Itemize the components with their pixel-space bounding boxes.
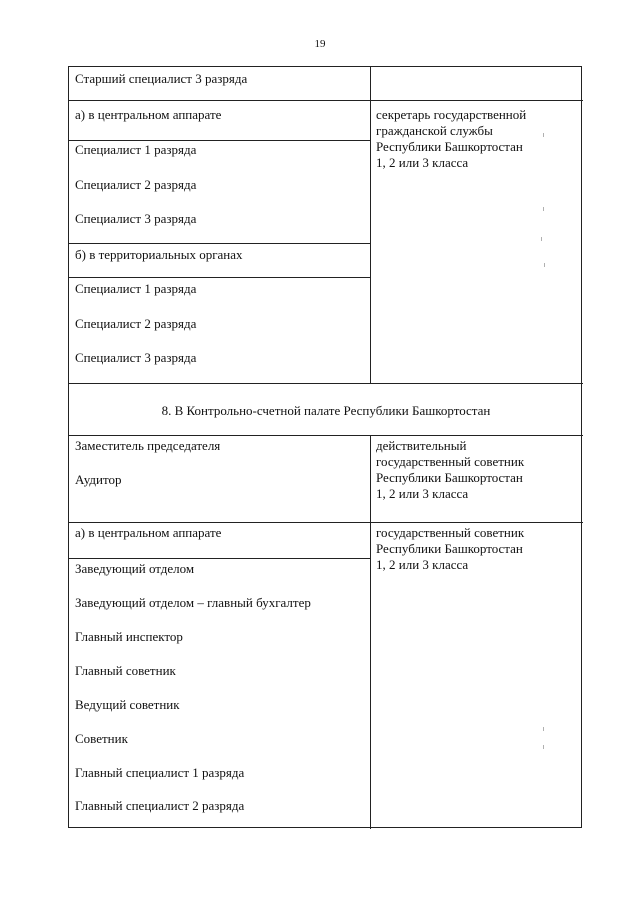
column-divider-lower (370, 435, 371, 829)
position: Специалист 1 разряда (75, 281, 197, 296)
row-rule (69, 243, 370, 244)
scan-speck (543, 727, 544, 731)
rank-line: гражданской службы (376, 123, 493, 138)
row-rule (69, 140, 370, 141)
rank-line: Республики Башкортостан (376, 139, 523, 154)
position: Заместитель председателя (75, 438, 221, 453)
column-divider-upper (370, 67, 371, 383)
page-number: 19 (314, 38, 326, 50)
rank-line: 1, 2 или 3 класса (376, 486, 469, 501)
position: Главный специалист 2 разряда (75, 798, 245, 813)
row-rule (69, 100, 583, 101)
rank-cell (376, 107, 526, 171)
rank-line: 1, 2 или 3 класса (376, 557, 469, 572)
row-rule (69, 435, 583, 436)
scan-speck (543, 207, 544, 211)
rank-line: секретарь государственной (376, 107, 527, 122)
rank-line: государственный советник (376, 454, 525, 469)
position: Советник (75, 731, 128, 746)
scan-speck (543, 745, 544, 749)
row-rule (69, 522, 583, 523)
rank-cell (376, 525, 524, 573)
central-label: а) в центральном аппарате (75, 525, 222, 540)
section-heading: 8. В Контрольно-счетной палате Республики Башкортостан (161, 403, 491, 418)
rank-line: 1, 2 или 3 класса (376, 155, 469, 170)
position: Заведующий отделом (75, 561, 195, 576)
rank-line: действительный (376, 438, 467, 453)
rank-line: Республики Башкортостан (376, 541, 523, 556)
position: Главный инспектор (75, 629, 183, 644)
scan-speck (544, 263, 545, 267)
position: Специалист 2 разряда (75, 177, 197, 192)
position: Специалист 2 разряда (75, 316, 197, 331)
rank-line: государственный советник (376, 525, 525, 540)
scan-speck (543, 133, 544, 137)
title-row-text: Старший специалист 3 разряда (75, 71, 248, 86)
position: Аудитор (75, 472, 122, 487)
position: Специалист 3 разряда (75, 211, 197, 226)
position: Ведущий советник (75, 697, 180, 712)
row-rule (69, 558, 370, 559)
rank-cell (376, 438, 524, 502)
rank-line: Республики Башкортостан (376, 470, 523, 485)
row-rule (69, 383, 583, 384)
row-rule (69, 277, 370, 278)
position: Главный специалист 1 разряда (75, 765, 245, 780)
position: Специалист 3 разряда (75, 350, 197, 365)
positions-table (68, 66, 582, 828)
central-label: а) в центральном аппарате (75, 107, 222, 122)
position: Специалист 1 разряда (75, 142, 197, 157)
scan-speck (541, 237, 542, 241)
position: Главный советник (75, 663, 176, 678)
position: Заведующий отделом – главный бухгалтер (75, 595, 311, 610)
territorial-label: б) в территориальных органах (75, 247, 243, 262)
